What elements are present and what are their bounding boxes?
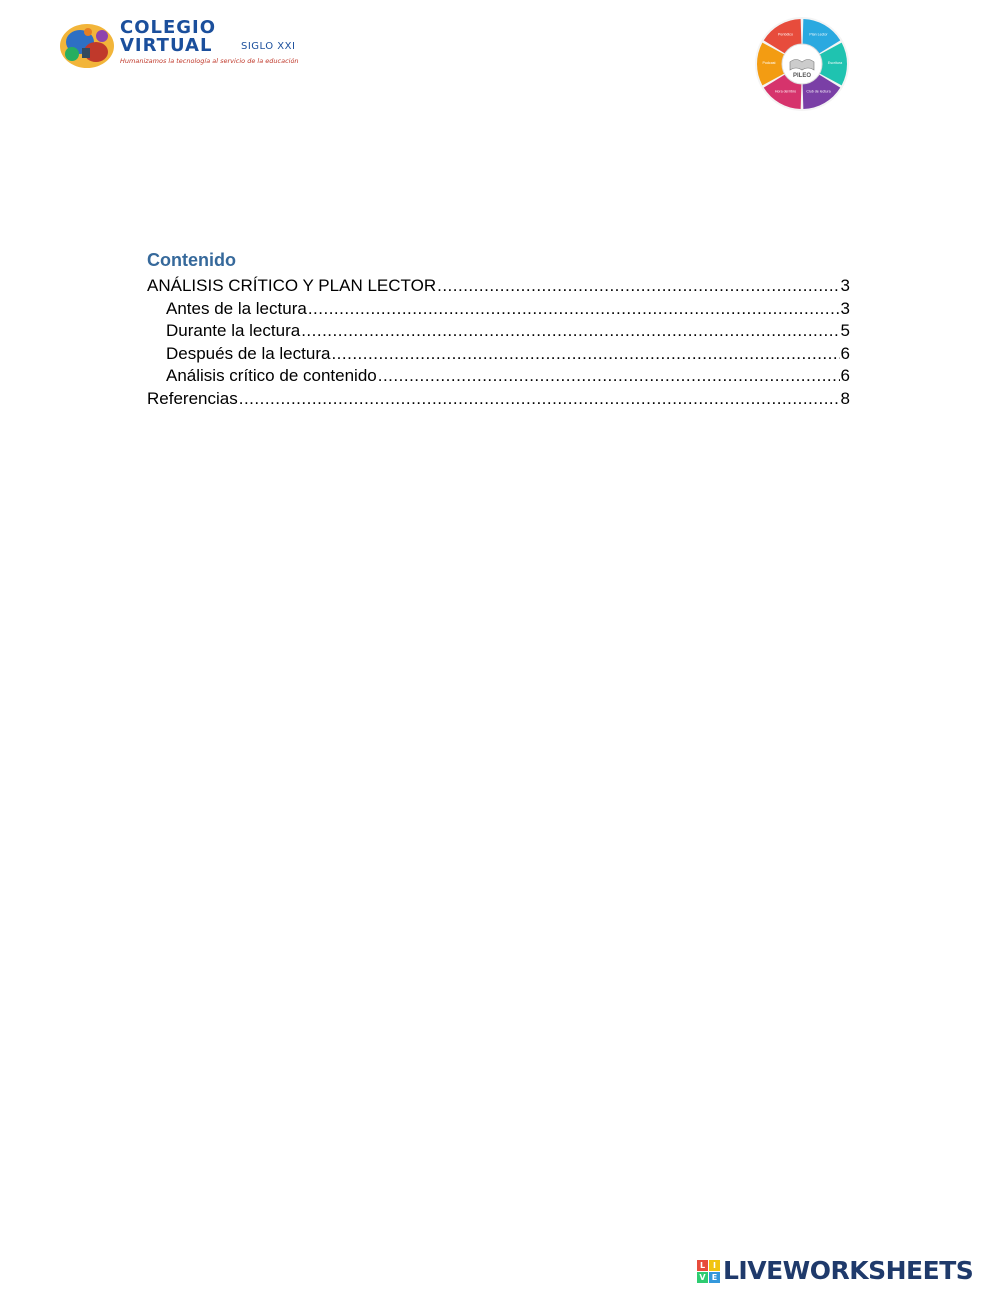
table-of-contents [147,249,850,411]
toc-entry[interactable] [147,365,850,388]
dot-leader [308,298,840,321]
badge-letter: E [709,1272,720,1283]
toc-entry[interactable] [147,388,850,411]
toc-entry-page: 6 [840,343,850,363]
toc-entry-title: Después de la lectura [166,343,331,363]
toc-entry-title: ANÁLISIS CRÍTICO Y PLAN LECTOR [147,276,437,295]
logo-line-3: SIGLO XXI [241,41,296,52]
toc-entry-page: 3 [840,298,850,318]
dot-leader [239,388,840,411]
pileo-segment-label: Periódico [778,32,793,37]
dot-leader [331,343,839,366]
toc-entry-title: Durante la lectura [166,321,301,341]
logo-slogan: Humanizamos la tecnología al servicio de la educación [120,57,299,65]
badge-letter: L [697,1260,708,1271]
dot-leader [301,320,839,343]
dot-leader [378,365,840,388]
toc-heading: Contenido [147,250,236,270]
pileo-segment-label: Podcast [762,61,776,65]
toc-entry-page: 5 [840,321,850,341]
school-logo [58,16,323,72]
pileo-segment-label: Club de lectura [806,89,831,94]
pileo-segment-label: Hora del libro [774,89,797,94]
pileo-logo [752,16,852,112]
badge-letter: V [697,1272,708,1283]
logo-line-1: COLEGIO [120,17,217,38]
dot-leader [437,275,839,298]
pileo-segment-label: Plan Lector [809,32,828,37]
pileo-segment-label: Escritura [827,61,843,65]
logo-line-2: VIRTUAL [120,35,213,56]
toc-entry[interactable] [147,343,850,366]
badge-letter: I [709,1260,720,1271]
toc-entry[interactable] [147,275,850,298]
toc-entry-page: 3 [840,276,850,295]
globe-icon [58,20,116,70]
pileo-center-label: PILEO [792,73,812,79]
liveworksheets-watermark [697,1256,973,1286]
toc-entry-title: Referencias [147,388,238,408]
toc-entry-page: 6 [840,366,850,386]
toc-entry-title: Antes de la lectura [166,298,307,318]
toc-entry[interactable] [147,320,850,343]
watermark-text: LIVEWORKSHEETS [723,1256,974,1285]
toc-entry-page: 8 [840,388,850,408]
toc-entry[interactable] [147,298,850,321]
toc-entry-title: Análisis crítico de contenido [166,366,377,386]
live-badge-icon [697,1260,720,1283]
